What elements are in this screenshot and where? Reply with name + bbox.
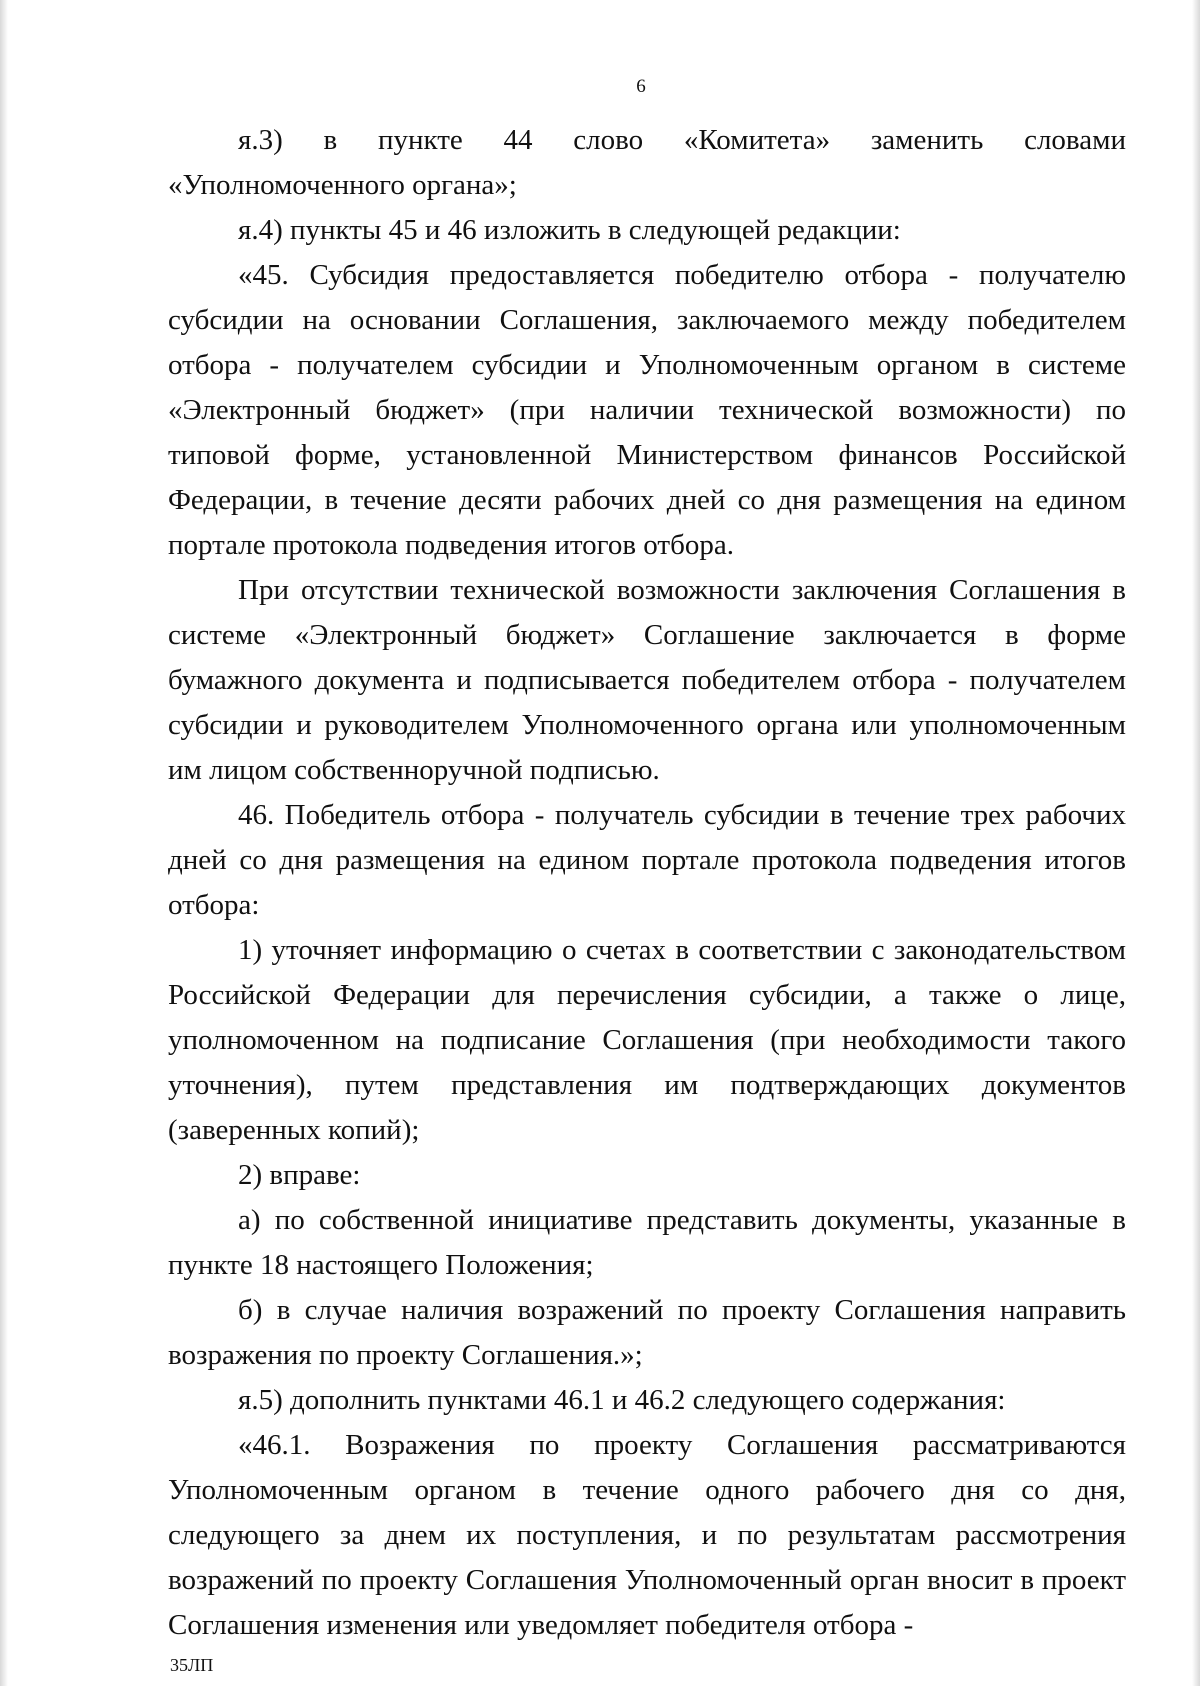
paragraph-paper-agreement: При отсутствии технической возможности заключения Соглашения в системе «Электронный бюджет» Соглашение заключается в форме бумажного документа и подписывается победителем отбора - получателем субсидии и руководителем Уполномоченного органа или уполномоченным им лицом собственноручной подписью. [168, 574, 1126, 786]
paragraph-item-46: 46. Победитель отбора - получатель субсидии в течение трех рабочих дней со дня размещения на едином портале протокола подведения итогов отбора: [168, 799, 1126, 921]
paragraph-subitem-1: 1) уточняет информацию о счетах в соответствии с законодательством Российской Федерации для перечисления субсидии, а также о лице, уполномоченном на подписание Соглашения (при необходимости такого уточнения), путем представления им подтверждающих документов (заверенных копий); [168, 934, 1126, 1146]
paragraph-item-46-1: «46.1. Возражения по проекту Соглашения рассматриваются Уполномоченным органом в течение одного рабочего дня со дня, следующего за днем их поступления, и по результатам рассмотрения возражений по проекту Соглашения Уполномоченный орган вносит в проект Соглашения изменения или уведомляет победителя отбора - [168, 1429, 1126, 1641]
paragraph-ya4: я.4) пункты 45 и 46 изложить в следующей редакции: [238, 214, 901, 246]
scan-edge-left [0, 0, 8, 1686]
document-body [168, 118, 1126, 1648]
page-number: 6 [636, 76, 646, 97]
paragraph-subitem-a: а) по собственной инициативе представить документы, указанные в пункте 18 настоящего Положения; [168, 1204, 1126, 1281]
paragraph-subitem-b: б) в случае наличия возражений по проекту Соглашения направить возражения по проекту Соглашения.»; [168, 1294, 1126, 1371]
paragraph-ya5: я.5) дополнить пунктами 46.1 и 46.2 следующего содержания: [238, 1384, 1006, 1416]
document-code: 35ЛП [170, 1655, 214, 1675]
paragraph-ya3: я.3) в пункте 44 слово «Комитета» заменить словами «Уполномоченного органа»; [168, 124, 1126, 201]
scan-edge-right [1192, 0, 1200, 1686]
paragraph-subitem-2: 2) вправе: [238, 1159, 361, 1191]
paragraph-item-45: «45. Субсидия предоставляется победителю отбора - получателю субсидии на основании Соглашения, заключаемого между победителем отбора - получателем субсидии и Уполномоченным органом в системе «Электронный бюджет» (при наличии технической возможности) по типовой форме, установленной Министерством финансов Российской Федерации, в течение десяти рабочих дней со дня размещения на едином портале протокола подведения итогов отбора. [168, 259, 1126, 561]
